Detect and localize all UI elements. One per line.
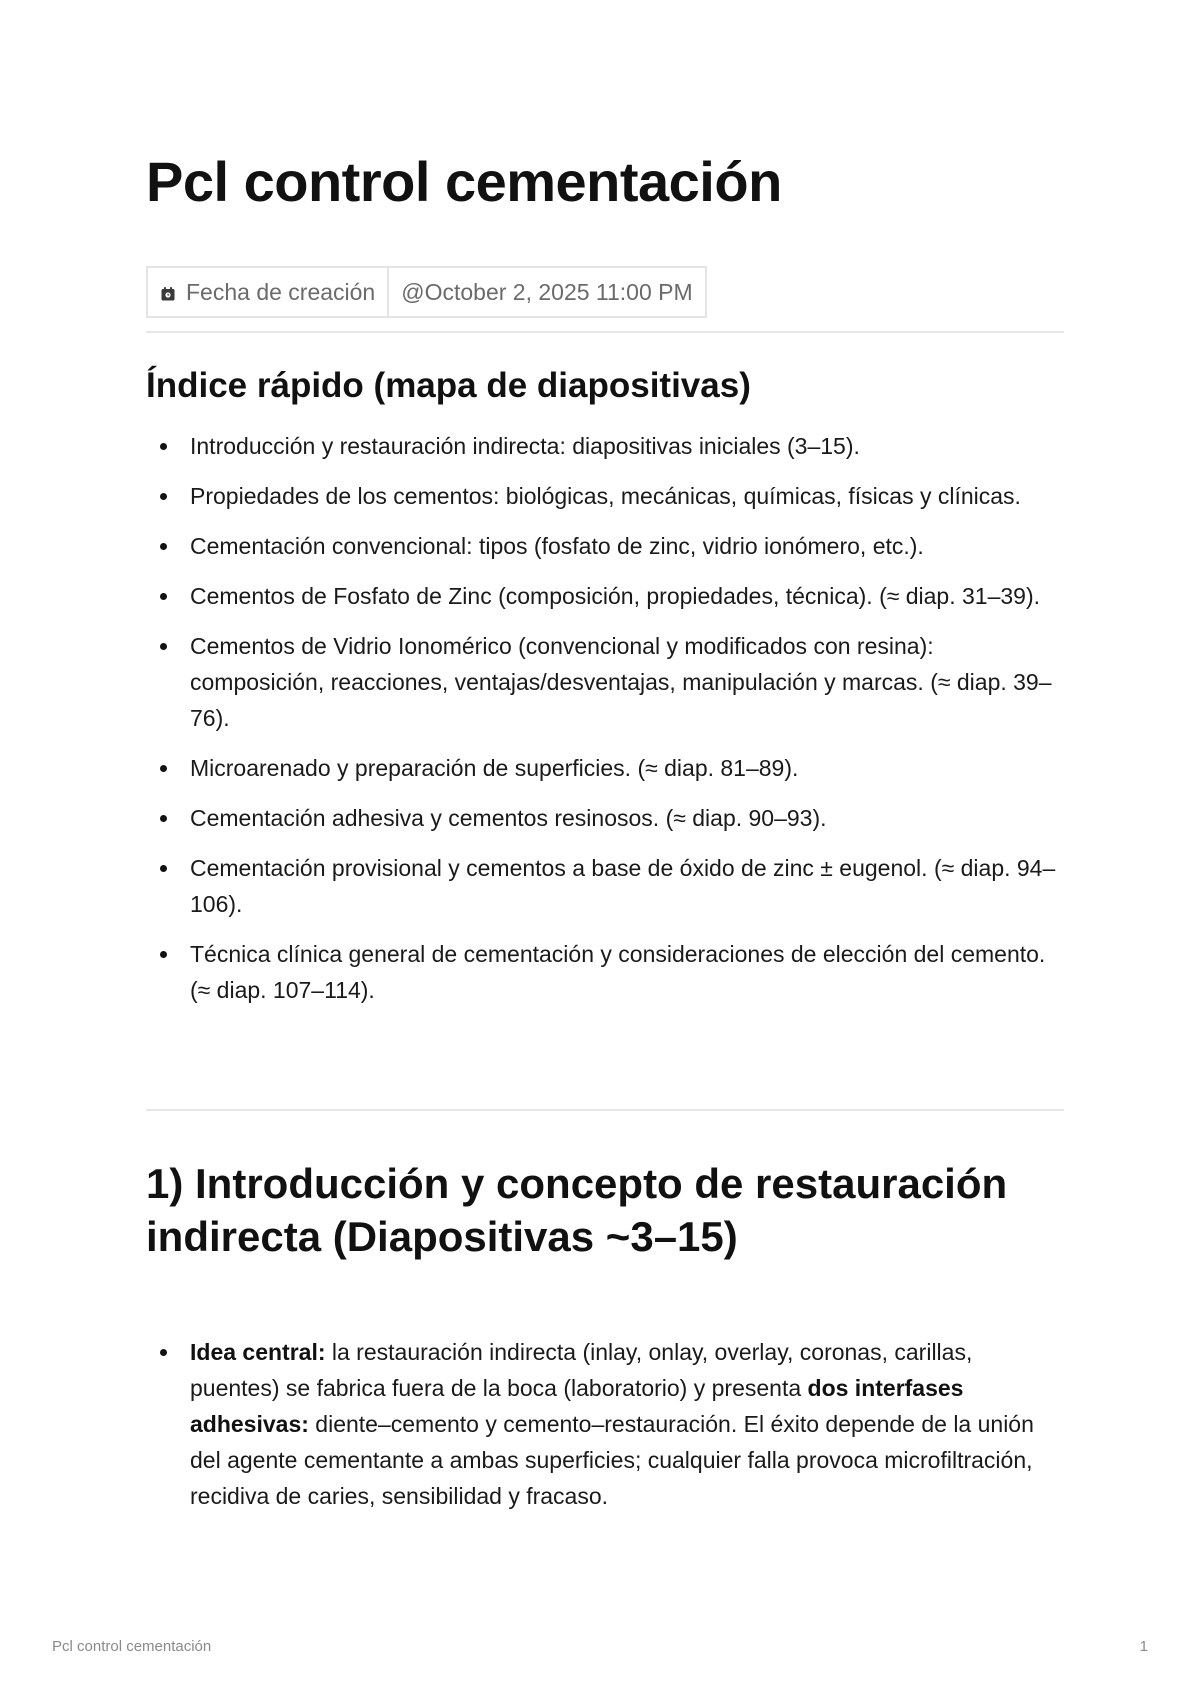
footer-doc-title: Pcl control cementación xyxy=(52,1638,212,1655)
section-list xyxy=(146,1334,1064,1514)
property-value[interactable]: @October 2, 2025 11:00 PM xyxy=(401,278,693,305)
list-item: Cementación convencional: tipos (fosfato de zinc, vidrio ionómero, etc.). xyxy=(146,528,1064,564)
list-item: Introducción y restauración indirecta: diapositivas iniciales (3–15). xyxy=(146,428,1064,464)
page-title: Pcl control cementación xyxy=(146,150,782,213)
list-item: Microarenado y preparación de superficies. (≈ diap. 81–89). xyxy=(146,750,1064,786)
divider xyxy=(146,1109,1064,1111)
list-item: Técnica clínica general de cementación y consideraciones de elección del cemento. (≈ diap. 107–114). xyxy=(146,936,1064,1008)
properties-table xyxy=(146,266,707,318)
footer-page-number: 1 xyxy=(1139,1638,1148,1655)
list-text: la restauración indirecta (inlay, onlay, overlay, coronas, carillas, puentes) se fabrica fuera de la boca (laboratorio) y presenta xyxy=(190,1339,973,1401)
list-item: Cementación adhesiva y cementos resinosos. (≈ diap. 90–93). xyxy=(146,800,1064,836)
property-label-cell xyxy=(147,267,388,317)
bold-text: dos interfases adhesivas: xyxy=(190,1375,964,1437)
section-heading: 1) Introducción y concepto de restauración indirecta (Diapositivas ~3–15) xyxy=(146,1160,1008,1260)
list-item xyxy=(146,1334,1064,1514)
property-label: Fecha de creación xyxy=(186,278,376,305)
divider xyxy=(146,331,1064,333)
list-text: diente–cemento y cemento–restauración. El éxito depende de la unión del agente cementante a ambas superficies; cualquier falla provoca microfiltración, recidiva de caries, sensibilidad y fracaso. xyxy=(190,1411,1034,1509)
list-item: Cementos de Fosfato de Zinc (composición, propiedades, técnica). (≈ diap. 31–39). xyxy=(146,578,1064,614)
bold-lead: Idea central: xyxy=(190,1339,326,1365)
toc-list xyxy=(146,428,1064,1022)
list-item: Cementos de Vidrio Ionomérico (convencional y modificados con resina): composición, reacciones, ventajas/desventajas, manipulación y marcas. (≈ diap. 39–76). xyxy=(146,628,1064,736)
list-item: Propiedades de los cementos: biológicas, mecánicas, químicas, físicas y clínicas. xyxy=(146,478,1064,514)
calendar-icon xyxy=(160,286,176,302)
toc-heading: Índice rápido (mapa de diapositivas) xyxy=(146,366,751,405)
list-item: Cementación provisional y cementos a base de óxido de zinc ± eugenol. (≈ diap. 94–106). xyxy=(146,850,1064,922)
property-row xyxy=(147,267,706,317)
property-value-cell[interactable] xyxy=(388,267,705,317)
